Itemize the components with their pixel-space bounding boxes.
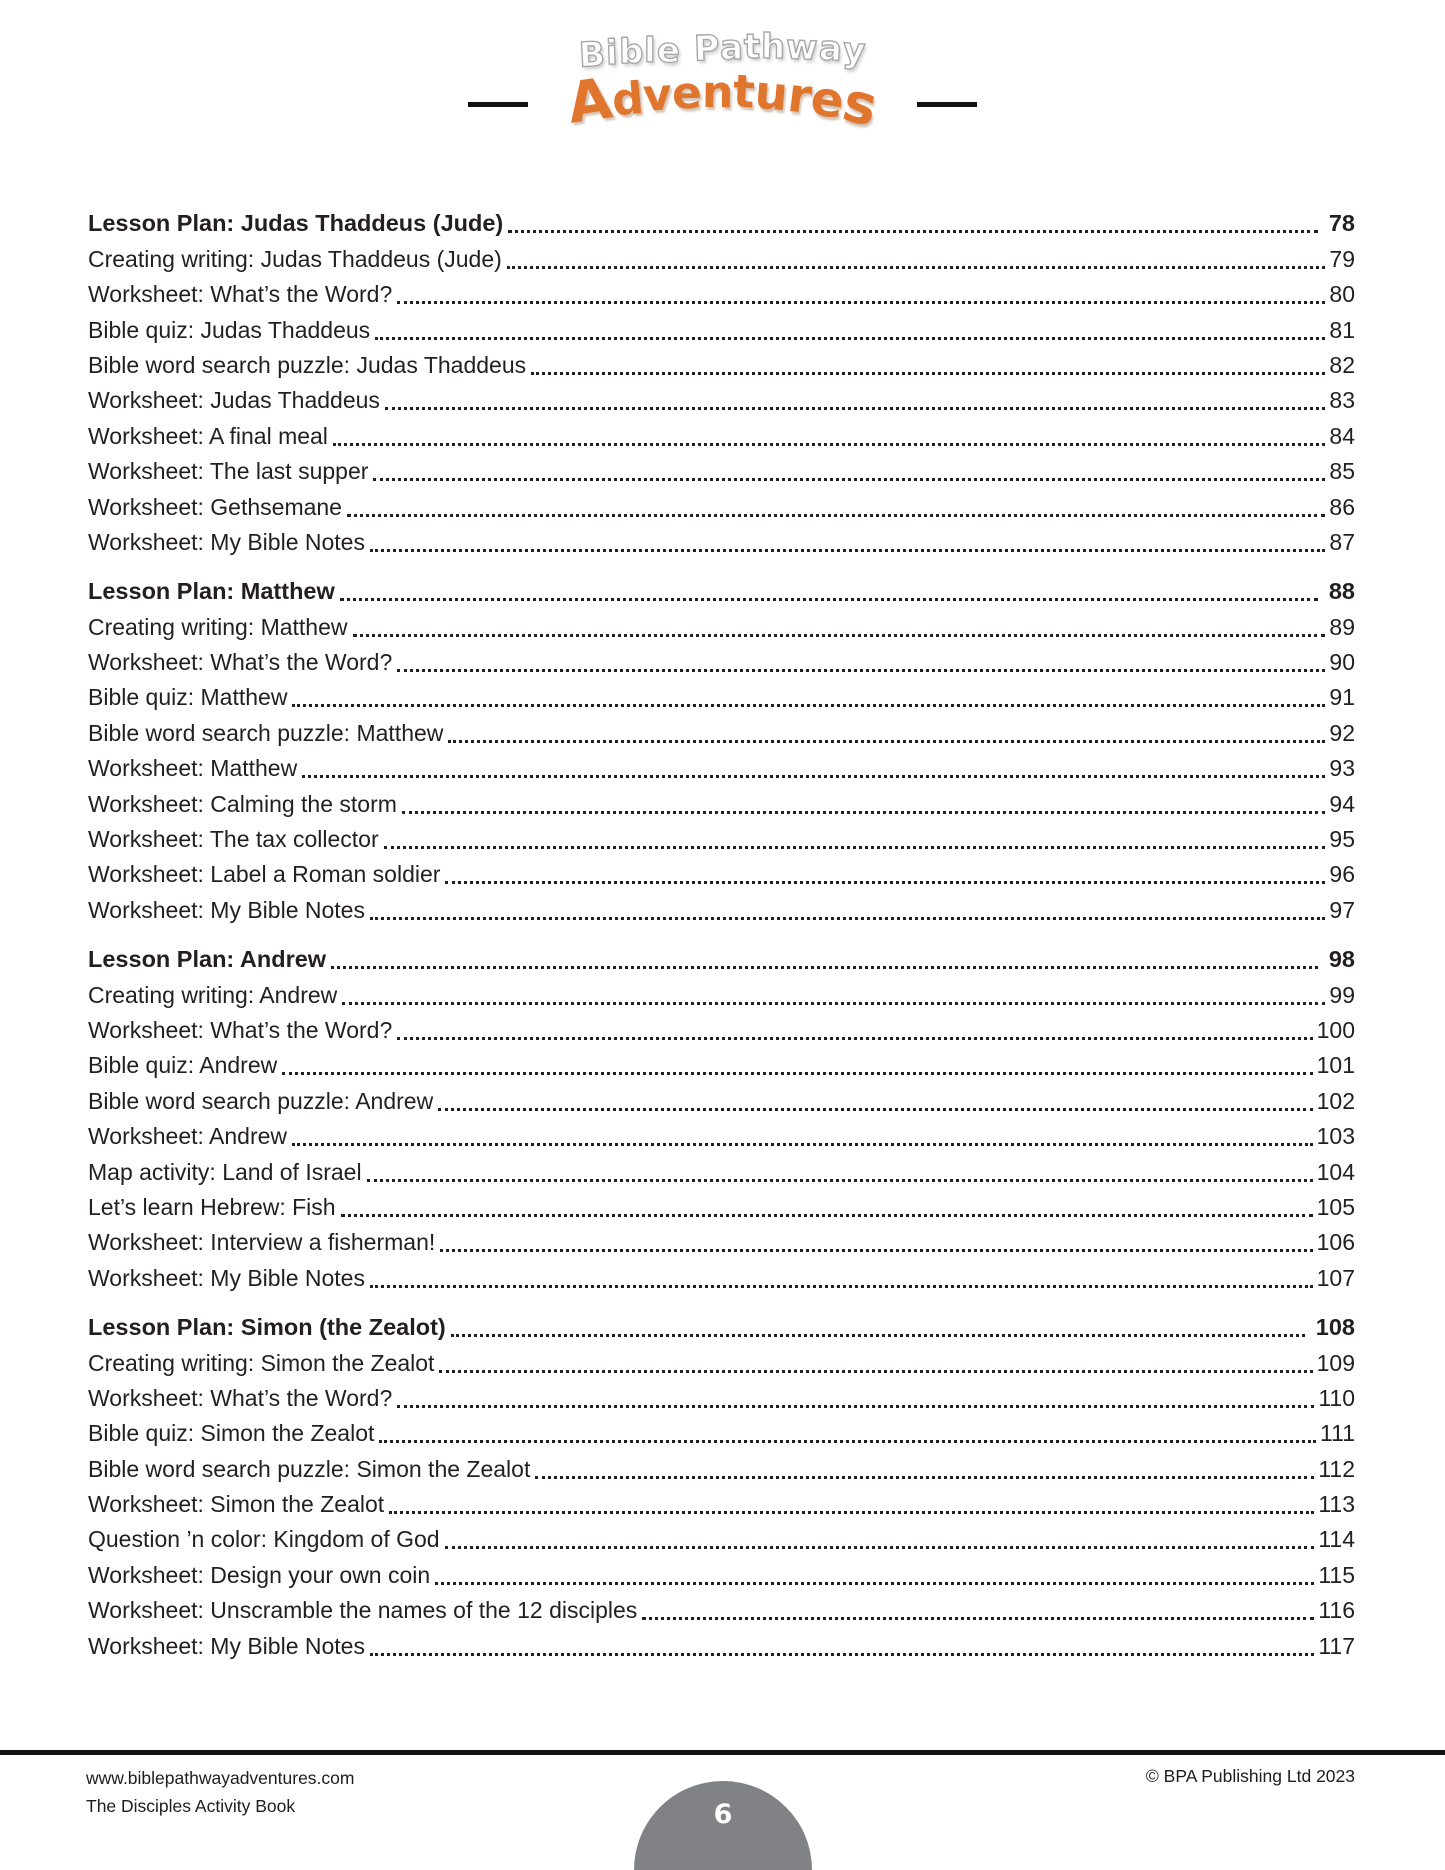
toc-entry-title: Worksheet: Simon the Zealot: [88, 1491, 385, 1518]
table-of-contents: [88, 206, 1355, 1664]
toc-page-number: 100: [1316, 1016, 1355, 1043]
logo-letter: u: [752, 64, 791, 122]
footer-divider-rule: [0, 1750, 1445, 1755]
toc-dot-leader: [385, 407, 1325, 410]
toc-dot-leader: [397, 301, 1325, 304]
logo-letter: a: [719, 27, 745, 69]
toc-entry-title: Worksheet: Interview a fisherman!: [88, 1229, 436, 1256]
toc-dot-leader: [292, 1143, 1313, 1146]
toc-dot-leader: [282, 1072, 1312, 1075]
toc-dot-leader: [370, 549, 1325, 552]
toc-entry-title: Worksheet: Unscramble the names of the 12 disciples: [88, 1597, 638, 1624]
toc-entry-title: Worksheet: My Bible Notes: [88, 528, 365, 555]
toc-entry-title: Worksheet: Label a Roman soldier: [88, 861, 441, 888]
toc-entry-title: Worksheet: What’s the Word?: [88, 1016, 393, 1043]
toc-section-header-row: [88, 942, 1355, 977]
toc-entry-row: [88, 348, 1355, 383]
toc-page-number: 81: [1329, 316, 1355, 343]
toc-entry-row: [88, 454, 1355, 489]
toc-dot-leader: [340, 598, 1318, 601]
toc-entry-row: [88, 715, 1355, 750]
toc-section-header-row: [88, 1310, 1355, 1345]
toc-dot-leader: [535, 1476, 1314, 1479]
toc-entry-title: Lesson Plan: Simon (the Zealot): [88, 1313, 446, 1340]
toc-page-number: 103: [1316, 1123, 1355, 1150]
toc-entry-title: Lesson Plan: Judas Thaddeus (Jude): [88, 209, 504, 236]
toc-page-number: 80: [1329, 281, 1355, 308]
toc-dot-leader: [375, 337, 1325, 340]
toc-page-number: 105: [1316, 1193, 1355, 1220]
toc-entry-title: Creating writing: Matthew: [88, 613, 348, 640]
toc-entry-title: Lesson Plan: Matthew: [88, 577, 335, 604]
toc-page-number: 87: [1329, 528, 1355, 555]
toc-dot-leader: [445, 881, 1325, 884]
toc-page-number: 116: [1318, 1597, 1355, 1624]
toc-page-number: 94: [1329, 790, 1355, 817]
toc-entry-title: Bible word search puzzle: Simon the Zealot: [88, 1455, 531, 1482]
toc-section: [88, 1310, 1355, 1664]
brand-logo: [0, 26, 1445, 139]
toc-entry-title: Worksheet: What’s the Word?: [88, 649, 393, 676]
toc-dot-leader: [451, 1334, 1305, 1337]
toc-entry-row: [88, 1119, 1355, 1154]
logo-letter: t: [731, 64, 757, 119]
toc-entry-row: [88, 1225, 1355, 1260]
toc-page-number: 99: [1329, 981, 1355, 1008]
toc-entry-row: [88, 241, 1355, 276]
toc-entry-row: [88, 1593, 1355, 1628]
toc-dot-leader: [384, 846, 1326, 849]
logo-letter: i: [605, 32, 620, 74]
toc-entry-title: Worksheet: What’s the Word?: [88, 281, 393, 308]
logo-letter: e: [656, 30, 682, 72]
logo-letter: h: [760, 26, 787, 68]
toc-page-number: 107: [1316, 1264, 1355, 1291]
toc-dot-leader: [507, 266, 1326, 269]
toc-dot-leader: [397, 1405, 1314, 1408]
toc-dot-leader: [435, 1582, 1314, 1585]
logo-letter: v: [642, 69, 674, 122]
logo-wordmark: [563, 26, 884, 139]
toc-entry-title: Bible quiz: Andrew: [88, 1052, 278, 1079]
toc-entry-row: [88, 751, 1355, 786]
toc-page-number: 102: [1316, 1087, 1355, 1114]
logo-letter: e: [671, 67, 703, 120]
toc-page-number: 98: [1328, 945, 1355, 972]
toc-dot-leader: [397, 1037, 1312, 1040]
toc-dot-leader: [342, 1002, 1325, 1005]
toc-page-number: 111: [1320, 1420, 1355, 1447]
toc-page-number: 117: [1318, 1632, 1355, 1659]
toc-entry-title: Creating writing: Simon the Zealot: [88, 1349, 435, 1376]
toc-entry-row: [88, 1083, 1355, 1118]
toc-entry-row: [88, 1154, 1355, 1189]
toc-dot-leader: [440, 1249, 1312, 1252]
toc-dot-leader: [341, 1214, 1313, 1217]
logo-letter: t: [743, 27, 762, 67]
toc-entry-title: Worksheet: The tax collector: [88, 826, 379, 853]
toc-entry-row: [88, 1628, 1355, 1663]
toc-entry-row: [88, 1451, 1355, 1486]
toc-entry-title: Worksheet: The last supper: [88, 458, 369, 485]
logo-letter: b: [618, 31, 645, 73]
toc-entry-row: [88, 1381, 1355, 1416]
toc-page-number: 114: [1318, 1526, 1355, 1553]
logo-letter: A: [563, 66, 617, 137]
logo-letter: s: [837, 69, 884, 139]
toc-page-number: 101: [1316, 1052, 1355, 1079]
toc-dot-leader: [531, 372, 1325, 375]
logo-letter: B: [578, 34, 607, 76]
toc-entry-title: Worksheet: Andrew: [88, 1123, 288, 1150]
toc-entry-title: Worksheet: Judas Thaddeus: [88, 387, 380, 414]
toc-entry-row: [88, 277, 1355, 312]
toc-entry-row: [88, 418, 1355, 453]
toc-dot-leader: [370, 1653, 1314, 1656]
logo-letter: w: [785, 27, 820, 69]
toc-entry-row: [88, 1487, 1355, 1522]
logo-dash-right: [917, 102, 977, 107]
toc-page-number: 93: [1329, 755, 1355, 782]
toc-dot-leader: [402, 811, 1326, 814]
toc-page-number: 112: [1318, 1455, 1355, 1482]
toc-entry-title: Bible word search puzzle: Andrew: [88, 1087, 434, 1114]
toc-entry-row: [88, 1013, 1355, 1048]
logo-letter: e: [807, 69, 849, 131]
toc-dot-leader: [379, 1440, 1316, 1443]
toc-page-number: 89: [1329, 613, 1355, 640]
toc-page-number: 86: [1329, 493, 1355, 520]
logo-letter: l: [643, 31, 657, 71]
toc-entry-row: [88, 1557, 1355, 1592]
toc-page-number: 88: [1328, 577, 1355, 604]
footer-left-block: [86, 1764, 354, 1820]
toc-dot-leader: [347, 514, 1325, 517]
toc-section: [88, 574, 1355, 928]
logo-letter: n: [701, 66, 734, 119]
toc-entry-title: Question ’n color: Kingdom of God: [88, 1526, 440, 1553]
toc-entry-title: Worksheet: Design your own coin: [88, 1561, 431, 1588]
toc-page-number: 79: [1329, 245, 1355, 272]
toc-page-number: 90: [1329, 649, 1355, 676]
logo-letter: P: [692, 28, 721, 70]
toc-dot-leader: [389, 1511, 1314, 1514]
page-number-circle: [634, 1781, 812, 1870]
toc-entry-row: [88, 383, 1355, 418]
toc-entry-title: Bible quiz: Judas Thaddeus: [88, 316, 371, 343]
toc-dot-leader: [445, 1546, 1315, 1549]
logo-letter: a: [817, 28, 844, 70]
toc-page-number: 84: [1329, 422, 1355, 449]
toc-entry-title: Bible quiz: Matthew: [88, 684, 288, 711]
footer-website: www.biblepathwayadventures.com: [86, 1768, 355, 1788]
toc-entry-row: [88, 1522, 1355, 1557]
toc-section: [88, 206, 1355, 560]
toc-section-header-row: [88, 574, 1355, 609]
toc-page-number: 85: [1329, 458, 1355, 485]
toc-entry-title: Bible word search puzzle: Judas Thaddeus: [88, 351, 527, 378]
toc-dot-leader: [333, 443, 1325, 446]
toc-dot-leader: [448, 740, 1325, 743]
toc-entry-row: [88, 1260, 1355, 1295]
footer-book-title: The Disciples Activity Book: [86, 1796, 296, 1816]
toc-page-number: 115: [1318, 1561, 1355, 1588]
logo-letter: d: [609, 72, 646, 127]
toc-entry-title: Worksheet: Matthew: [88, 755, 298, 782]
toc-entry-title: Let’s learn Hebrew: Fish: [88, 1193, 336, 1220]
toc-dot-leader: [508, 230, 1318, 233]
toc-dot-leader: [373, 478, 1325, 481]
toc-entry-row: [88, 1416, 1355, 1451]
toc-entry-row: [88, 857, 1355, 892]
toc-entry-row: [88, 680, 1355, 715]
toc-dot-leader: [353, 634, 1326, 637]
toc-entry-title: Worksheet: Calming the storm: [88, 790, 397, 817]
toc-entry-title: Map activity: Land of Israel: [88, 1158, 362, 1185]
toc-entry-title: Worksheet: A final meal: [88, 422, 328, 449]
toc-page-number: 104: [1316, 1158, 1355, 1185]
page-number: 6: [713, 1799, 733, 1830]
toc-entry-row: [88, 525, 1355, 560]
toc-page-number: 97: [1329, 896, 1355, 923]
toc-entry-row: [88, 312, 1355, 347]
toc-page-number: 82: [1329, 351, 1355, 378]
toc-dot-leader: [642, 1617, 1314, 1620]
toc-entry-title: Worksheet: What’s the Word?: [88, 1384, 393, 1411]
toc-page-number: 83: [1329, 387, 1355, 414]
toc-entry-row: [88, 892, 1355, 927]
toc-entry-title: Bible quiz: Simon the Zealot: [88, 1420, 375, 1447]
toc-section: [88, 942, 1355, 1296]
logo-letter: r: [784, 67, 815, 126]
toc-entry-title: Worksheet: My Bible Notes: [88, 896, 365, 923]
toc-page-number: 95: [1329, 826, 1355, 853]
toc-dot-leader: [438, 1108, 1312, 1111]
toc-page-number: 96: [1329, 861, 1355, 888]
footer-copyright: © BPA Publishing Ltd 2023: [1145, 1766, 1355, 1786]
toc-page-number: 113: [1318, 1491, 1355, 1518]
toc-entry-row: [88, 786, 1355, 821]
toc-entry-row: [88, 1048, 1355, 1083]
toc-entry-row: [88, 609, 1355, 644]
toc-entry-title: Creating writing: Judas Thaddeus (Jude): [88, 245, 502, 272]
toc-entry-title: Worksheet: My Bible Notes: [88, 1632, 365, 1659]
toc-entry-title: Creating writing: Andrew: [88, 981, 338, 1008]
toc-dot-leader: [439, 1370, 1312, 1373]
toc-dot-leader: [331, 966, 1318, 969]
toc-entry-row: [88, 489, 1355, 524]
toc-page-number: 106: [1316, 1229, 1355, 1256]
toc-entry-row: [88, 822, 1355, 857]
toc-entry-row: [88, 1190, 1355, 1225]
toc-entry-row: [88, 645, 1355, 680]
toc-entry-title: Worksheet: Gethsemane: [88, 493, 342, 520]
toc-page-number: 92: [1329, 719, 1355, 746]
logo-letter: [681, 30, 694, 70]
toc-entry-title: Worksheet: My Bible Notes: [88, 1264, 365, 1291]
toc-dot-leader: [302, 775, 1325, 778]
toc-section-header-row: [88, 206, 1355, 241]
logo-letter: y: [841, 30, 868, 72]
toc-dot-leader: [397, 669, 1325, 672]
toc-page-number: 78: [1328, 209, 1355, 236]
toc-page-number: 109: [1316, 1349, 1355, 1376]
toc-dot-leader: [292, 704, 1325, 707]
toc-entry-row: [88, 977, 1355, 1012]
toc-entry-row: [88, 1345, 1355, 1380]
toc-dot-leader: [370, 1285, 1313, 1288]
toc-dot-leader: [367, 1179, 1313, 1182]
toc-page-number: 108: [1315, 1313, 1355, 1340]
toc-page-number: 91: [1329, 684, 1355, 711]
logo-dash-left: [468, 102, 528, 107]
toc-entry-title: Bible word search puzzle: Matthew: [88, 719, 444, 746]
toc-page-number: 110: [1318, 1384, 1355, 1411]
toc-entry-title: Lesson Plan: Andrew: [88, 945, 327, 972]
brand-line-bible-pathway: [578, 26, 868, 76]
toc-dot-leader: [370, 917, 1325, 920]
